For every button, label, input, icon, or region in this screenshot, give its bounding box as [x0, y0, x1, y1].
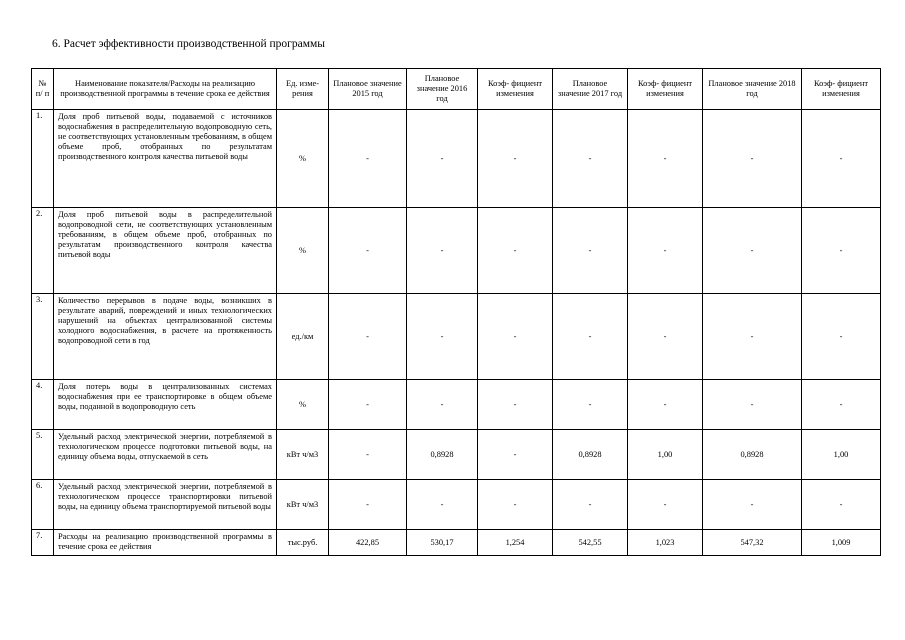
- row-value: -: [407, 380, 478, 430]
- row-name: Удельный расход электрической энергии, потребляемой в технологическом процессе подготовки питьевой воды, на единицу объема воды, отпускаемой в сеть: [54, 430, 277, 480]
- row-value: -: [553, 380, 628, 430]
- header-plan-2018: Плановое значение 2018 год: [703, 69, 802, 110]
- row-unit: %: [277, 380, 329, 430]
- table-row: [32, 480, 881, 530]
- row-value: -: [478, 430, 553, 480]
- row-value: 1,00: [628, 430, 703, 480]
- row-unit: кВт ч/м3: [277, 430, 329, 480]
- row-value: -: [329, 208, 407, 294]
- header-name: Наименование показателя/Расходы на реализацию производственной программы в течение срока ее действия: [54, 69, 277, 110]
- table-row: [32, 208, 881, 294]
- row-unit: кВт ч/м3: [277, 480, 329, 530]
- header-row: [32, 69, 881, 110]
- row-value: -: [703, 480, 802, 530]
- row-value: 547,32: [703, 530, 802, 556]
- header-coef-2017: Коэф- фициент изменения: [628, 69, 703, 110]
- row-num: 2.: [32, 208, 54, 294]
- row-value: -: [329, 294, 407, 380]
- header-plan-2016: Плановое значение 2016 год: [407, 69, 478, 110]
- row-value: 422,85: [329, 530, 407, 556]
- header-plan-2015: Плановое значение 2015 год: [329, 69, 407, 110]
- table-row: [32, 430, 881, 480]
- header-coef-2018: Коэф- фициент изменения: [802, 69, 881, 110]
- row-value: -: [329, 480, 407, 530]
- row-value: 1,254: [478, 530, 553, 556]
- row-value: -: [478, 480, 553, 530]
- row-unit: %: [277, 110, 329, 208]
- row-value: -: [478, 208, 553, 294]
- row-value: 0,8928: [703, 430, 802, 480]
- row-value: -: [628, 294, 703, 380]
- section-title: 6. Расчет эффективности производственной программы: [52, 38, 326, 50]
- row-value: 542,55: [553, 530, 628, 556]
- table-row: [32, 110, 881, 208]
- header-plan-2017: Плановое значение 2017 год: [553, 69, 628, 110]
- row-value: -: [478, 110, 553, 208]
- row-name: Расходы на реализацию производственной программы в течение срока ее действия: [54, 530, 277, 556]
- row-num: 6.: [32, 480, 54, 530]
- row-value: -: [478, 380, 553, 430]
- row-name: Количество перерывов в подаче воды, возникших в результате аварий, повреждений и иных технологических нарушений на объектах централизованной системы холодного водоснабжения, в расчете на протяженность водопроводной сети в год: [54, 294, 277, 380]
- row-value: -: [407, 294, 478, 380]
- row-value: -: [802, 110, 881, 208]
- row-value: -: [329, 380, 407, 430]
- row-value: 1,023: [628, 530, 703, 556]
- table-row: [32, 380, 881, 430]
- row-value: 1,009: [802, 530, 881, 556]
- row-value: -: [478, 294, 553, 380]
- row-name: Доля проб питьевой воды, подаваемой с источников водоснабжения в распределительную водопроводную сеть, не соответствующих установленным требованиям, в общем объеме проб, отобранных по результатам производственного контроля качества питьевой воды: [54, 110, 277, 208]
- row-value: -: [329, 430, 407, 480]
- row-value: -: [802, 294, 881, 380]
- table-row: [32, 294, 881, 380]
- row-value: -: [553, 208, 628, 294]
- row-value: -: [553, 294, 628, 380]
- row-value: -: [553, 110, 628, 208]
- row-value: -: [329, 110, 407, 208]
- row-unit: тыс.руб.: [277, 530, 329, 556]
- row-value: -: [802, 208, 881, 294]
- row-value: -: [703, 294, 802, 380]
- row-value: -: [703, 110, 802, 208]
- efficiency-table: [31, 68, 881, 556]
- row-value: -: [802, 480, 881, 530]
- row-num: 1.: [32, 110, 54, 208]
- row-num: 3.: [32, 294, 54, 380]
- row-value: 1,00: [802, 430, 881, 480]
- header-unit: Ед. изме- рения: [277, 69, 329, 110]
- row-value: -: [703, 380, 802, 430]
- row-unit: ед./км: [277, 294, 329, 380]
- table-row: [32, 530, 881, 556]
- row-value: 530,17: [407, 530, 478, 556]
- row-name: Доля потерь воды в централизованных системах водоснабжения при ее транспортировке в общем объеме воды, поданной в водопроводную сеть: [54, 380, 277, 430]
- row-value: -: [553, 480, 628, 530]
- row-value: 0,8928: [407, 430, 478, 480]
- row-name: Доля проб питьевой воды в распределительной водопроводной сети, не соответствующих установленным требованиям, в общем объеме проб, отобранных по результатам производственного контроля качества питьевой воды: [54, 208, 277, 294]
- row-value: -: [407, 480, 478, 530]
- row-value: -: [802, 380, 881, 430]
- row-unit: %: [277, 208, 329, 294]
- row-value: -: [628, 480, 703, 530]
- row-value: -: [628, 110, 703, 208]
- row-name: Удельный расход электрической энергии, потребляемой в технологическом процессе транспортировки питьевой воды, на единицу объема транспортируемой питьевой воды: [54, 480, 277, 530]
- row-num: 5.: [32, 430, 54, 480]
- row-num: 7.: [32, 530, 54, 556]
- row-num: 4.: [32, 380, 54, 430]
- row-value: -: [628, 208, 703, 294]
- row-value: 0,8928: [553, 430, 628, 480]
- header-num: № п/ п: [32, 69, 54, 110]
- row-value: -: [407, 110, 478, 208]
- row-value: -: [628, 380, 703, 430]
- header-coef-2016: Коэф- фициент изменения: [478, 69, 553, 110]
- row-value: -: [407, 208, 478, 294]
- row-value: -: [703, 208, 802, 294]
